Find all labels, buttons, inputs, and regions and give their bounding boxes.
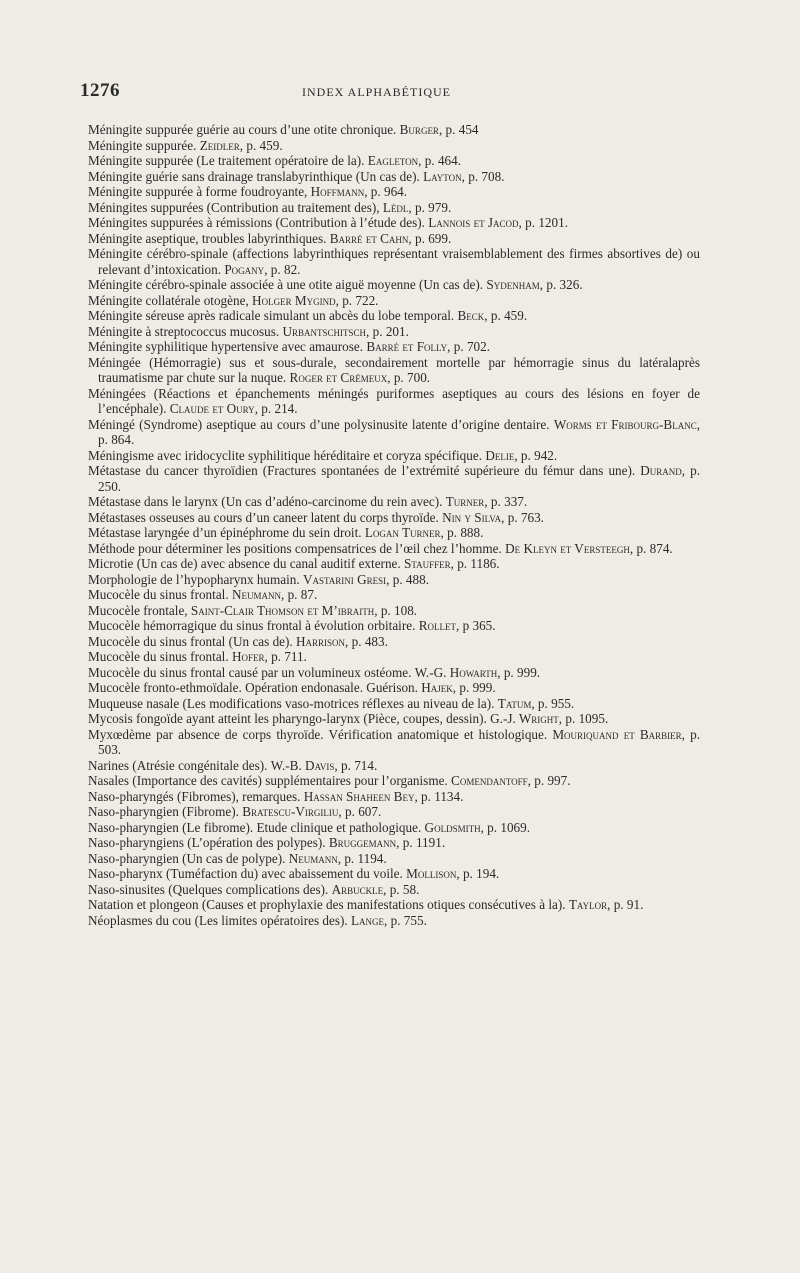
entry-page-ref: , p. 483. [345, 633, 388, 649]
entry-title: Méningée (Hémorragie) sus et sous-durale, secondairement mortelle par hémorragie sinus du latéralaprès traumatisme par chute sur la nuque. [88, 354, 700, 385]
entry-title: Nasales (Importance des cavités) supplémentaires pour l’organisme. [88, 773, 448, 788]
entry-title: Métastase laryngée d’un épinéphrome du sein droit. [88, 525, 362, 540]
entry-author: Turner [445, 494, 485, 509]
entry-page-ref: , p. 1134. [414, 788, 464, 804]
index-entry [88, 138, 700, 154]
entry-title: Méningite séreuse après radicale simulant un abcès du lobe temporal. [88, 308, 455, 323]
entry-title: Mucocèle frontale, [88, 602, 188, 618]
entry-author: W.-B. Davis [270, 757, 335, 773]
entry-author: Worms et Fribourg-Blanc [553, 416, 697, 432]
index-entry [88, 882, 700, 898]
entry-page-ref: , p. 214. [254, 401, 298, 416]
entry-author: Holger Mygind [252, 292, 336, 308]
entry-author: G.-J. Wright [490, 711, 559, 726]
entry-title: Méningite cérébro-spinale associée à une otite aiguë moyenne (Un cas de). [88, 277, 484, 292]
index-entry [88, 634, 700, 650]
running-title: INDEX ALPHABÉTIQUE [302, 85, 451, 99]
entry-page-ref: , p. 997. [527, 773, 571, 788]
entry-page-ref: , p. 194. [456, 866, 500, 881]
entry-author: Arbuckle [331, 881, 384, 897]
entry-title: Mycosis fongoïde ayant atteint les pharyngo-larynx (Pièce, coupes, dessin). [88, 711, 487, 726]
entry-page-ref: , p. 1069. [480, 819, 531, 835]
entry-page-ref: , p. 607. [338, 804, 382, 819]
index-entry [88, 835, 700, 851]
index-entry [88, 417, 700, 448]
entry-title: Méningées (Réactions et épanchements méningés puriformes aseptiques au cours des lésions en foyer de l’encéphale). [88, 385, 700, 416]
index-entry [88, 200, 700, 216]
index-entry [88, 820, 700, 836]
entry-page-ref: , p. 702. [447, 339, 491, 354]
entry-title: Natation et plongeon (Causes et prophylaxie des manifestations otiques consécutives à la). [88, 897, 566, 912]
entry-page-ref: , p. 201. [366, 323, 409, 339]
entry-author: Claude et Oury [169, 401, 255, 416]
entry-title: Méningite à streptococcus mucosus. [88, 323, 280, 339]
entry-author: Lédl [382, 199, 409, 215]
entry-page-ref: , p. 459. [239, 137, 283, 153]
entry-author: Bratescu-Virgiliu [242, 804, 339, 819]
entry-title: Néoplasmes du cou (Les limites opératoires des). [88, 912, 348, 928]
entry-title: Mucocèle fronto-ethmoïdale. Opération endonasale. Guérison. [88, 680, 418, 695]
entry-page-ref: , p. 942. [514, 447, 558, 463]
index-entry [88, 386, 700, 417]
entry-title: Méningites suppurées (Contribution au traitement des), [88, 199, 380, 215]
entry-page-ref: , p. 999. [452, 680, 496, 695]
entry-title: Méningite suppurée guérie au cours d’une otite chronique. [88, 122, 397, 137]
entry-title: Mucocèle du sinus frontal. [88, 649, 229, 664]
entry-title: Méningite suppurée à forme foudroyante, [88, 184, 308, 199]
entry-title: Méningite guérie sans drainage translabyrinthique (Un cas de). [88, 168, 420, 184]
index-entry [88, 215, 700, 231]
entry-author: Taylor [568, 897, 608, 912]
index-entry [88, 494, 700, 510]
entry-title: Myxœdème par absence de corps thyroïde. Vérification anatomique et histologique. [88, 726, 548, 742]
entry-author: Durand [640, 463, 682, 478]
entry-title: Naso-pharyngien (Le fibrome). Etude clinique et pathologique. [88, 819, 422, 835]
entry-page-ref: , p. 91. [607, 897, 644, 912]
entry-author: De Kleyn et Versteegh [505, 540, 630, 556]
entry-page-ref: , p. 337. [484, 494, 528, 509]
entry-page-ref: , p. 864. [98, 416, 701, 447]
entry-author: Urbantschitsch [282, 323, 367, 339]
index-entry [88, 851, 700, 867]
entry-title: Mucocèle du sinus frontal causé par un volumineux ostéome. [88, 664, 412, 680]
entry-title: Naso-pharyngiens (L’opération des polypes). [88, 835, 326, 850]
index-entry [88, 572, 700, 588]
index-list [88, 122, 700, 928]
entry-author: Lannois et Jacod [428, 215, 519, 230]
entry-author: Neumann [288, 850, 338, 866]
entry-title: Méningite collatérale otogène, [88, 292, 249, 308]
entry-title: Méningite suppurée (Le traitement opératoire de la). [88, 153, 365, 168]
entry-page-ref: , p. 955. [531, 695, 575, 711]
entry-title: Méningites suppurées à rémissions (Contribution à l’étude des). [88, 215, 425, 230]
entry-page-ref: , p. 454 [438, 122, 479, 137]
entry-title: Méningisme avec iridocyclite syphilitique héréditaire et coryza spécifique. [88, 447, 483, 463]
entry-author: Eagleton [367, 153, 419, 168]
entry-author: Barré et Cahn [329, 230, 409, 246]
entry-author: Goldsmith [424, 819, 481, 835]
entry-title: Métastase du cancer thyroïdien (Fractures spontanées de l’extrémité supérieure du fémur dans une). [88, 463, 636, 478]
page-header [80, 80, 720, 102]
index-entry [88, 773, 700, 789]
entry-page-ref: , p. 82. [264, 261, 301, 277]
entry-author: Burger [399, 122, 439, 137]
index-entry [88, 587, 700, 603]
entry-author: Stauffer [403, 556, 451, 571]
entry-author: Harrison [296, 633, 346, 649]
entry-page-ref: , p. 874. [629, 540, 673, 556]
entry-author: Comendantoff [451, 773, 528, 788]
index-entry [88, 277, 700, 293]
index-entry [88, 355, 700, 386]
entry-page-ref: , p. 964. [364, 184, 408, 199]
entry-page-ref: , p. 326. [539, 277, 583, 292]
entry-page-ref: , p. 1201. [518, 215, 568, 230]
entry-page-ref: , p. 979. [408, 199, 452, 215]
entry-title: Métastases osseuses au cours d’un caneer latent du corps thyroïde. [88, 509, 439, 525]
entry-page-ref: , p. 708. [461, 168, 505, 184]
page-number: 1276 [80, 80, 120, 101]
entry-page-ref: , p. 714. [334, 757, 378, 773]
entry-page-ref: , p. 763. [501, 509, 544, 525]
index-entry [88, 510, 700, 526]
index-entry [88, 618, 700, 634]
index-entry [88, 665, 700, 681]
index-entry [88, 913, 700, 929]
entry-page-ref: , p. 888. [440, 525, 484, 540]
index-entry [88, 184, 700, 200]
entry-author: Layton [423, 168, 462, 184]
index-entry [88, 339, 700, 355]
entry-page-ref: , p. 459. [484, 308, 528, 323]
entry-title: Méningite aseptique, troubles labyrinthiques. [88, 230, 327, 246]
entry-author: Hofer [231, 649, 265, 664]
index-entry [88, 804, 700, 820]
entry-page-ref: , p. 700. [387, 370, 431, 385]
entry-title: Méningite cérébro-spinale (affections labyrinthiques représentant vraisemblablement des firmes absortives de) ou relevant d’intoxication. [88, 246, 700, 277]
entry-author: Delie [485, 447, 515, 463]
entry-author: Saint-Clair Thomson et M’ibraith [190, 602, 375, 618]
entry-title: Métastase dans le larynx (Un cas d’adéno-carcinome du rein avec). [88, 494, 443, 509]
entry-title: Naso-pharyngien (Fibrome). [88, 804, 239, 819]
entry-author: Vastarini Gresi [303, 571, 387, 587]
entry-page-ref: , p. 711. [264, 649, 307, 664]
entry-author: Rollet [418, 618, 456, 633]
index-entry [88, 324, 700, 340]
index-entry [88, 727, 700, 758]
entry-author: Tatum [497, 695, 532, 711]
entry-author: Pogany [224, 261, 265, 277]
entry-title: Mucocèle hémorragique du sinus frontal à évolution orbitaire. [88, 618, 416, 633]
entry-author: Sydenham [486, 277, 540, 292]
entry-author: Nin y Silva [442, 509, 502, 525]
index-entry [88, 293, 700, 309]
entry-title: Morphologie de l’hypopharynx humain. [88, 571, 300, 587]
entry-page-ref: , p. 1186. [450, 556, 500, 571]
entry-page-ref: , p. 503. [98, 726, 700, 757]
index-entry [88, 758, 700, 774]
index-entry [88, 649, 700, 665]
entry-page-ref: , p. 755. [384, 912, 427, 928]
index-entry [88, 122, 700, 138]
entry-page-ref: , p. 87. [280, 587, 318, 602]
entry-author: Hajek [421, 680, 453, 695]
entry-title: Méningé (Syndrome) aseptique au cours d’une polysinusite latente d’origine dentaire. [88, 416, 550, 432]
entry-author: Bruggemann [328, 835, 397, 850]
entry-author: Neumann [231, 587, 281, 602]
entry-author: Beck [457, 308, 485, 323]
entry-title: Méthode pour déterminer les positions compensatrices de l’œil chez l’homme. [88, 540, 502, 556]
entry-title: Muqueuse nasale (Les modifications vaso-motrices réflexes au niveau de la). [88, 695, 495, 711]
entry-page-ref: , p. 699. [408, 230, 452, 246]
entry-page-ref: , p. 488. [386, 571, 429, 587]
entry-title: Naso-sinusites (Quelques complications des). [88, 881, 329, 897]
entry-title: Narines (Atrésie congénitale des). [88, 757, 268, 773]
index-entry [88, 525, 700, 541]
entry-page-ref: , p. 1191. [396, 835, 446, 850]
entry-page-ref: , p. 108. [374, 602, 418, 618]
index-entry [88, 789, 700, 805]
entry-page-ref: , p. 722. [335, 292, 379, 308]
entry-author: Logan Turner [364, 525, 441, 540]
entry-author: Barré et Folly [366, 339, 448, 354]
entry-page-ref: , p. 250. [98, 463, 700, 494]
entry-title: Naso-pharyngés (Fibromes), remarques. [88, 788, 301, 804]
index-entry [88, 866, 700, 882]
index-entry [88, 556, 700, 572]
index-entry [88, 463, 700, 494]
entry-title: Naso-pharynx (Tuméfaction du) avec abaissement du voile. [88, 866, 403, 881]
index-entry [88, 308, 700, 324]
entry-author: Mollison [406, 866, 457, 881]
entry-page-ref: , p 365. [455, 618, 496, 633]
index-entry [88, 246, 700, 277]
index-entry [88, 897, 700, 913]
entry-author: W.-G. Howarth [414, 664, 498, 680]
entry-title: Mucocèle du sinus frontal (Un cas de). [88, 633, 293, 649]
entry-author: Hassan Shaheen Bey [303, 788, 415, 804]
entry-title: Méningite syphilitique hypertensive avec amaurose. [88, 339, 364, 354]
entry-page-ref: , p. 999. [497, 664, 541, 680]
entry-author: Mouriquand et Barbier [552, 726, 682, 742]
index-entry [88, 169, 700, 185]
entry-author: Hoffmann [310, 184, 365, 199]
index-entry [88, 448, 700, 464]
entry-page-ref: , p. 464. [418, 153, 462, 168]
index-entry [88, 541, 700, 557]
entry-author: Zeidler [199, 137, 240, 153]
entry-author: Lange [350, 912, 385, 928]
index-entry [88, 603, 700, 619]
entry-page-ref: , p. 58. [383, 881, 420, 897]
index-entry [88, 153, 700, 169]
index-entry [88, 680, 700, 696]
entry-title: Microtie (Un cas de) avec absence du canal auditif externe. [88, 556, 401, 571]
entry-page-ref: , p. 1194. [337, 850, 387, 866]
entry-title: Méningite suppurée. [88, 137, 197, 153]
entry-page-ref: , p. 1095. [558, 711, 609, 726]
entry-title: Mucocèle du sinus frontal. [88, 587, 229, 602]
index-entry [88, 696, 700, 712]
entry-author: Roger et Crémeux [289, 370, 388, 385]
index-entry [88, 711, 700, 727]
entry-title: Naso-pharyngien (Un cas de polype). [88, 850, 286, 866]
index-entry [88, 231, 700, 247]
